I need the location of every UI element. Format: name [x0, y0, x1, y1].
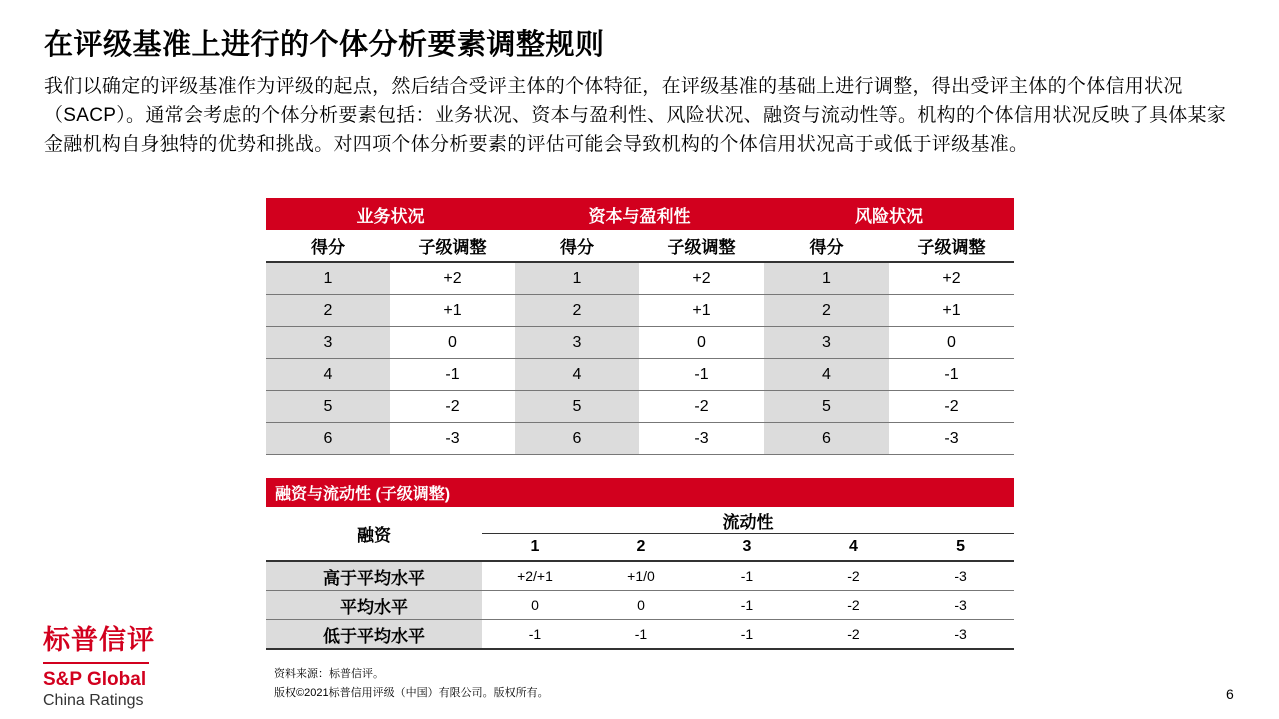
liquidity-col: 5: [907, 534, 1014, 562]
group-header-risk: 风险状况: [764, 198, 1014, 230]
copyright-text: 版权©2021标普信用评级（中国）有限公司。版权所有。: [274, 687, 549, 699]
col-score: 得分: [266, 230, 390, 262]
page-title: 在评级基准上进行的个体分析要素调整规则: [44, 29, 605, 61]
adjustment-cell: 0: [390, 327, 515, 359]
table-row: [266, 391, 1014, 423]
score-cell: 6: [515, 423, 639, 455]
adjustment-cell: -1: [694, 620, 800, 650]
table-row: [266, 295, 1014, 327]
score-cell: 1: [764, 262, 889, 295]
score-cell: 3: [764, 327, 889, 359]
score-cell: 3: [266, 327, 390, 359]
adjustment-cell: -2: [639, 391, 764, 423]
adjustment-cell: -2: [889, 391, 1014, 423]
score-cell: 2: [266, 295, 390, 327]
score-cell: 2: [764, 295, 889, 327]
adjustment-cell: +2: [889, 262, 1014, 295]
liquidity-header: 流动性: [482, 507, 1014, 534]
funding-level-label: 低于平均水平: [266, 620, 482, 650]
score-cell: 6: [266, 423, 390, 455]
score-cell: 1: [515, 262, 639, 295]
col-adjustment: 子级调整: [889, 230, 1014, 262]
adjustment-cell: +1: [639, 295, 764, 327]
score-cell: 5: [764, 391, 889, 423]
source-notes: [274, 665, 549, 703]
adjustment-cell: -1: [639, 359, 764, 391]
adjustment-cell: -1: [482, 620, 588, 650]
table-row: [266, 262, 1014, 295]
score-cell: 5: [266, 391, 390, 423]
adjustment-cell: 0: [639, 327, 764, 359]
funding-liquidity-title: 融资与流动性 (子级调整): [266, 478, 1014, 507]
liquidity-col: 3: [694, 534, 800, 562]
adjustment-cell: 0: [482, 591, 588, 620]
group-header-row: [266, 198, 1014, 230]
adjustment-cell: -1: [390, 359, 515, 391]
adjustment-cell: 0: [588, 591, 694, 620]
adjustment-cell: +1/0: [588, 561, 694, 591]
adjustment-cell: -3: [390, 423, 515, 455]
adjustment-cell: +2: [639, 262, 764, 295]
score-cell: 4: [764, 359, 889, 391]
logo-chinese-name: 标普信评: [43, 625, 155, 655]
table-row: [266, 327, 1014, 359]
funding-level-label: 平均水平: [266, 591, 482, 620]
logo-subtitle: China Ratings: [43, 692, 144, 709]
adjustment-cell: -1: [694, 591, 800, 620]
logo-english-name: S&P Global: [43, 669, 147, 690]
adjustment-cell: -3: [907, 620, 1014, 650]
adjustment-cell: -1: [588, 620, 694, 650]
adjustment-cell: -3: [907, 591, 1014, 620]
table-row: [266, 591, 1014, 620]
adjustment-cell: -1: [694, 561, 800, 591]
col-score: 得分: [515, 230, 639, 262]
liquidity-header-row: [266, 507, 1014, 534]
logo-divider: [43, 662, 149, 664]
adjustment-cell: -1: [889, 359, 1014, 391]
score-cell: 3: [515, 327, 639, 359]
adjustment-cell: +2: [390, 262, 515, 295]
intro-paragraph: 我们以确定的评级基准作为评级的起点，然后结合受评主体的个体特征，在评级基准的基础上进行调整，得出受评主体的个体信用状况（SACP）。通常会考虑的个体分析要素包括：业务状况、资本与盈利性、风险状况、融资与流动性等。机构的个体信用状况反映了具体某家金融机构自身独特的优势和挑战。对四项个体分析要素的评估可能会导致机构的个体信用状况高于或低于评级基准。: [44, 76, 1227, 155]
adjustment-cell: -3: [639, 423, 764, 455]
adjustment-cell: +2/+1: [482, 561, 588, 591]
liquidity-col: 4: [800, 534, 907, 562]
funding-liquidity-title-row: [266, 478, 1014, 507]
company-logo: [43, 618, 155, 710]
funding-liquidity-table: [266, 478, 1014, 650]
source-text: 资料来源：标普信评。: [274, 668, 384, 680]
sub-header-row: [266, 230, 1014, 262]
adjustment-table: [266, 198, 1014, 455]
group-header-capital: 资本与盈利性: [515, 198, 764, 230]
funding-level-label: 高于平均水平: [266, 561, 482, 591]
adjustment-cell: -3: [907, 561, 1014, 591]
table-row: [266, 620, 1014, 650]
adjustment-cell: 0: [889, 327, 1014, 359]
adjustment-cell: -2: [390, 391, 515, 423]
col-score: 得分: [764, 230, 889, 262]
table-row: [266, 561, 1014, 591]
score-cell: 4: [266, 359, 390, 391]
adjustment-cell: -2: [800, 561, 907, 591]
adjustment-cell: -2: [800, 591, 907, 620]
adjustment-cell: -2: [800, 620, 907, 650]
adjustment-cell: -3: [889, 423, 1014, 455]
score-cell: 1: [266, 262, 390, 295]
col-adjustment: 子级调整: [390, 230, 515, 262]
score-cell: 5: [515, 391, 639, 423]
score-cell: 6: [764, 423, 889, 455]
col-adjustment: 子级调整: [639, 230, 764, 262]
page-number: 6: [1226, 686, 1234, 702]
adjustment-cell: +1: [390, 295, 515, 327]
table-row: [266, 359, 1014, 391]
group-header-business: 业务状况: [266, 198, 515, 230]
funding-header: 融资: [266, 507, 482, 561]
liquidity-col: 1: [482, 534, 588, 562]
score-cell: 2: [515, 295, 639, 327]
score-cell: 4: [515, 359, 639, 391]
adjustment-cell: +1: [889, 295, 1014, 327]
table-row: [266, 423, 1014, 455]
liquidity-col: 2: [588, 534, 694, 562]
